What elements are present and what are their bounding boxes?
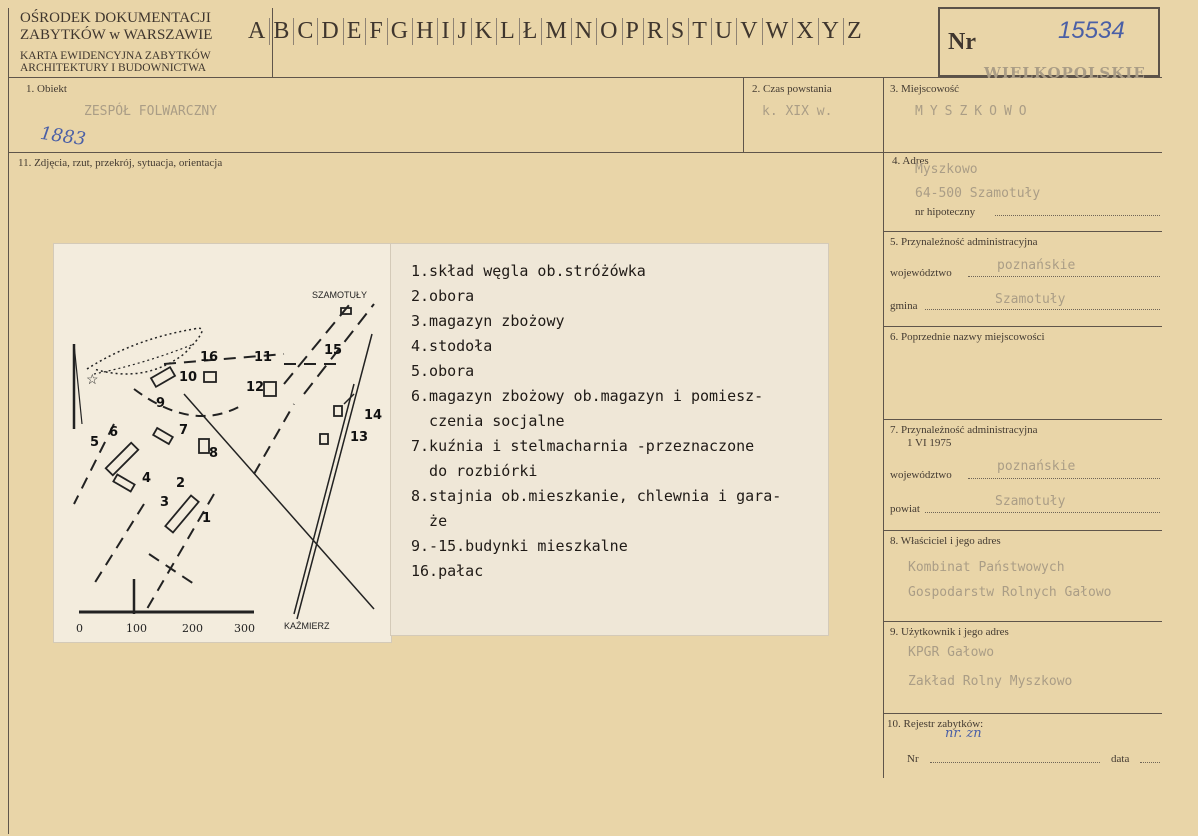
powiat-dotline <box>925 512 1160 513</box>
map-number-9: 9 <box>156 396 166 411</box>
region-stamp: WIELKOPOLSKIE <box>984 64 1146 82</box>
rejestr-data-label: data <box>1111 753 1130 765</box>
uzytkownik-line1: KPGR Gałowo <box>908 645 995 660</box>
map-number-15: 15 <box>324 343 343 358</box>
map-number-1: 1 <box>202 511 212 526</box>
map-number-4: 4 <box>142 471 152 486</box>
building-outline-14 <box>334 406 342 416</box>
alphabet-letter: H <box>412 18 437 45</box>
wojewodztwo75-label: województwo <box>890 469 952 481</box>
site-plan-map <box>53 243 392 643</box>
star-symbol: ☆ <box>86 372 99 388</box>
building-outline-7 <box>153 428 173 444</box>
scale-label-200: 200 <box>182 622 203 635</box>
legend-item: do rozbiórki <box>411 462 538 480</box>
building-outline-16 <box>204 372 216 382</box>
obiekt-value: ZESPÓŁ FOLWARCZNY <box>84 104 218 119</box>
right-rule-8 <box>883 530 1162 531</box>
nr-value: 15534 <box>1058 17 1125 44</box>
alphabet-letter: Ł <box>519 18 542 45</box>
alphabet-letter: G <box>387 18 412 45</box>
wojewodztwo75-dotline <box>968 478 1160 479</box>
scale-label-300: 300 <box>234 622 255 635</box>
right-rule-10 <box>883 713 1162 714</box>
miejscowosc-value: MYSZKOWO <box>915 104 1034 119</box>
alphabet-letter: B <box>269 18 293 45</box>
alphabet-letter: F <box>365 18 386 45</box>
alphabet-letter: S <box>667 18 688 45</box>
site-plan-drawing <box>54 244 391 642</box>
rejestr-nr-label: Nr <box>907 753 919 765</box>
wlasciciel-line1: Kombinat Państwowych <box>908 560 1065 575</box>
nr-box <box>938 7 1160 82</box>
gmina-value: Szamotuły <box>995 292 1066 307</box>
legend-item: 8.stajnia ob.mieszkanie, chlewnia i gara- <box>411 487 782 505</box>
przynaleznosc75-label: 7. Przynależność administracyjna <box>890 424 1038 436</box>
alphabet-letter: Y <box>818 18 843 45</box>
outer-left-border <box>8 8 9 834</box>
alphabet-letter: Z <box>843 18 866 45</box>
scale-label-100: 100 <box>126 622 147 635</box>
rejestr-label: 10. Rejestr zabytków: <box>887 718 984 730</box>
miejscowosc-label: 3. Miejscowość <box>890 83 960 95</box>
right-rule-5 <box>883 231 1162 232</box>
col-czas-divider <box>743 78 744 153</box>
building-outline-13 <box>320 434 328 444</box>
rejestr-handwritten-note: nr. zn <box>945 726 982 741</box>
alphabet-letter: I <box>437 18 453 45</box>
alphabet-letter: E <box>343 18 366 45</box>
map-number-10: 10 <box>179 370 198 385</box>
map-number-7: 7 <box>179 423 189 438</box>
alphabet-letter: V <box>736 18 761 45</box>
uzytkownik-label: 9. Użytkownik i jego adres <box>890 626 1009 638</box>
right-rule-6 <box>883 326 1162 327</box>
legend-item: 5.obora <box>411 362 475 380</box>
alphabet-letter: W <box>762 18 793 45</box>
map-town-north: SZAMOTUŁY <box>312 290 368 300</box>
scale-label-0: 0 <box>76 622 83 635</box>
uzytkownik-line2: Zakład Rolny Myszkowo <box>908 674 1073 689</box>
legend-item: że <box>411 512 448 530</box>
rejestr-data-dotline <box>1140 762 1160 763</box>
alphabet-letter: M <box>541 18 570 45</box>
legend-item: 9.-15.budynki mieszkalne <box>411 537 628 555</box>
wojewodztwo-dotline <box>968 276 1160 277</box>
obiekt-handwritten-note: 1883 <box>38 122 88 151</box>
building-outline-4 <box>113 475 134 492</box>
card-title-line1: KARTA EWIDENCYJNA ZABYTKÓW <box>20 50 211 62</box>
alphabet-letter: N <box>571 18 596 45</box>
legend-item: 3.magazyn zbożowy <box>411 312 565 330</box>
rejestr-nr-dotline <box>930 762 1100 763</box>
card-title <box>20 50 211 74</box>
legend-item: 2.obora <box>411 287 475 305</box>
legend-item: 6.magazyn zbożowy ob.magazyn i pomiesz- <box>411 387 764 405</box>
building-outline-10 <box>151 367 175 387</box>
alphabet-letter: O <box>596 18 621 45</box>
map-number-12: 12 <box>246 380 265 395</box>
wlasciciel-line2: Gospodarstw Rolnych Gałowo <box>908 585 1112 600</box>
building-outline-6 <box>106 443 139 476</box>
legend-list <box>411 259 781 584</box>
hipoteczny-label: nr hipoteczny <box>915 206 976 218</box>
hipoteczny-dotline <box>995 215 1160 216</box>
wojewodztwo75-value: poznańskie <box>997 459 1076 474</box>
wojewodztwo-value: poznańskie <box>997 258 1076 273</box>
building-outline-15 <box>341 308 351 314</box>
map-number-5: 5 <box>90 435 100 450</box>
przynaleznosc-label: 5. Przynależność administracyjna <box>890 236 1038 248</box>
institution-name <box>20 10 212 44</box>
adres-line1: Myszkowo <box>915 162 978 177</box>
card-title-line2: ARCHITEKTURY I BUDOWNICTWA <box>20 62 207 74</box>
wojewodztwo-label: województwo <box>890 267 952 279</box>
institution-line1: OŚRODEK DOKUMENTACJI <box>20 10 211 26</box>
map-number-13: 13 <box>350 430 369 445</box>
alphabet-letter: D <box>317 18 342 45</box>
col-miejscowosc-divider <box>883 78 884 778</box>
legend-item: 1.skład węgla ob.stróżówka <box>411 262 646 280</box>
map-number-8: 8 <box>209 446 219 461</box>
alphabet-letter: P <box>622 18 643 45</box>
czas-value: k. XIX w. <box>762 104 833 119</box>
zdjecia-label: 11. Zdjęcia, rzut, przekrój, sytuacja, orientacja <box>18 157 223 169</box>
alphabet-letter: A <box>248 18 267 44</box>
powiat-value: Szamotuły <box>995 494 1066 509</box>
map-number-6: 6 <box>109 425 119 440</box>
map-number-11: 11 <box>254 350 273 365</box>
przynaleznosc75-date: 1 VI 1975 <box>907 437 952 449</box>
alphabet-letter: U <box>711 18 736 45</box>
adres-line2: 64-500 Szamotuły <box>915 186 1041 201</box>
nr-label: Nr <box>948 29 976 55</box>
alphabet-letter: R <box>643 18 667 45</box>
adres-label: 4. Adres <box>892 155 929 167</box>
legend-panel <box>390 243 829 636</box>
wlasciciel-label: 8. Właściciel i jego adres <box>890 535 1001 547</box>
map-town-south: KAŹMIERZ <box>284 621 330 631</box>
gmina-dotline <box>925 309 1160 310</box>
alphabet-index <box>245 18 866 45</box>
czas-label: 2. Czas powstania <box>752 83 832 95</box>
gmina-label: gmina <box>890 300 918 312</box>
right-rule-9 <box>883 621 1162 622</box>
map-number-2: 2 <box>176 476 186 491</box>
legend-item: czenia socjalne <box>411 412 565 430</box>
building-outline-12 <box>264 382 276 396</box>
legend-item: 7.kuźnia i stelmacharnia -przeznaczone <box>411 437 755 455</box>
legend-item: 16.pałac <box>411 562 484 580</box>
row1-bottom-rule <box>8 152 1162 153</box>
right-rule-7 <box>883 419 1162 420</box>
obiekt-label: 1. Obiekt <box>26 83 67 95</box>
powiat-label: powiat <box>890 503 920 515</box>
poprzednie-label: 6. Poprzednie nazwy miejscowości <box>890 331 1045 343</box>
alphabet-letter: X <box>792 18 817 45</box>
map-number-16: 16 <box>200 350 219 365</box>
institution-line2: ZABYTKÓW w WARSZAWIE <box>20 27 213 43</box>
alphabet-letter: K <box>471 18 496 45</box>
legend-item: 4.stodoła <box>411 337 493 355</box>
map-number-3: 3 <box>160 495 170 510</box>
alphabet-letter: C <box>293 18 317 45</box>
alphabet-letter: L <box>496 18 519 45</box>
map-number-14: 14 <box>364 408 383 423</box>
building-outline-3 <box>165 495 198 532</box>
building-outline-8 <box>199 439 209 453</box>
alphabet-letter: J <box>453 18 470 45</box>
alphabet-letter: T <box>688 18 711 45</box>
